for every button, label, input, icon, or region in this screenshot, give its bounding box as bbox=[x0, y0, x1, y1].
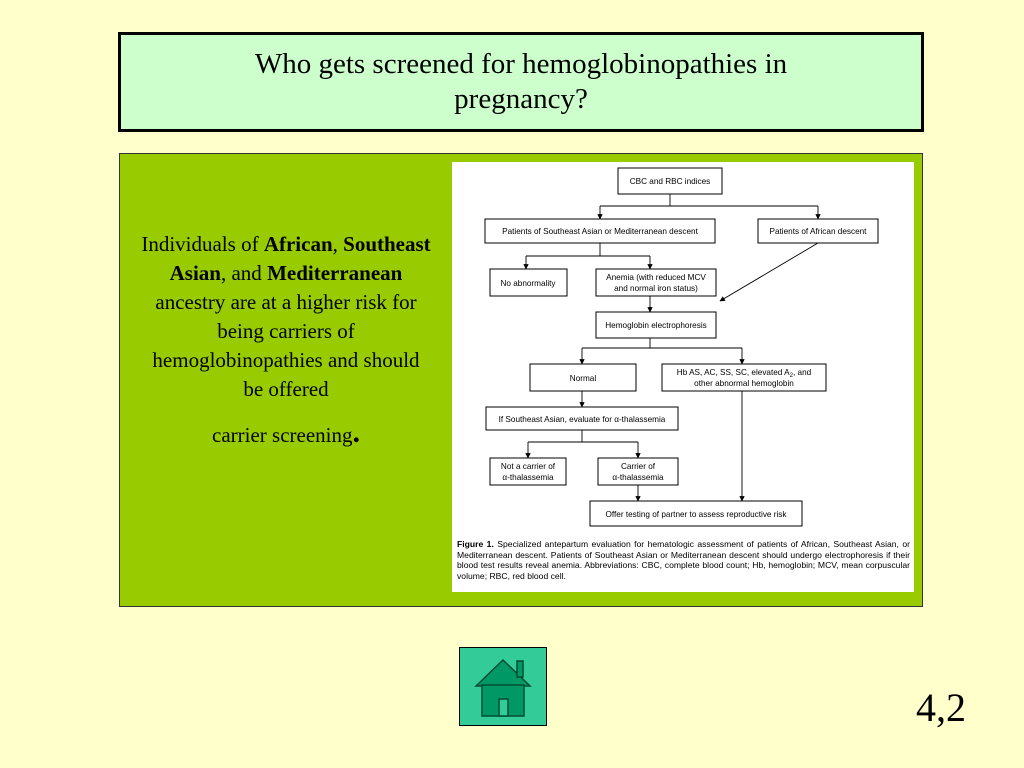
flowchart bbox=[452, 162, 914, 537]
node-sea-med-label: Patients of Southeast Asian or Mediterranean descent bbox=[502, 227, 698, 236]
hb-line1-end: , and bbox=[793, 368, 812, 377]
hb-line1-subscript: 2 bbox=[789, 373, 793, 379]
house-icon bbox=[460, 648, 546, 725]
slide-title-box bbox=[118, 32, 924, 132]
body-text-3: , and bbox=[220, 261, 268, 285]
slide-title: Who gets screened for hemoglobinopathies in pregnancy? bbox=[254, 48, 788, 115]
content-panel bbox=[119, 153, 923, 607]
body-text-1: Individuals of bbox=[141, 232, 264, 256]
node-anemia-line1: Anemia (with reduced MCV bbox=[606, 273, 706, 282]
node-carrier-line1: Carrier of bbox=[620, 462, 656, 471]
node-abnormal-hb-line2: other abnormal hemoglobin bbox=[694, 379, 794, 388]
node-offer-testing bbox=[590, 501, 802, 526]
body-text-4: ancestry are at a higher risk for being carriers of hemoglobinopathies and should be offered bbox=[152, 290, 420, 401]
body-text bbox=[140, 230, 432, 450]
node-anemia-line2: and normal iron status) bbox=[614, 284, 698, 293]
southeast-asian-term: Southeast Asian bbox=[169, 232, 431, 285]
node-abnormal-hb bbox=[662, 364, 826, 391]
node-carrier-line2: α-thalassemia bbox=[612, 473, 664, 482]
hb-line1-text: Hb AS, AC, SS, SC, elevated A bbox=[676, 368, 790, 377]
node-normal-label: Normal bbox=[569, 374, 597, 383]
mediterranean-term: Mediterranean bbox=[267, 261, 403, 285]
node-cbc bbox=[618, 168, 722, 194]
node-normal bbox=[530, 364, 636, 391]
node-carrier bbox=[598, 458, 678, 485]
slide-number: 4,2 bbox=[916, 685, 966, 730]
body-text-period: . bbox=[352, 416, 360, 449]
body-text-2: , bbox=[332, 232, 344, 256]
node-no-abnormality bbox=[490, 269, 567, 296]
node-not-carrier-line2: α-thalassemia bbox=[502, 473, 554, 482]
node-electrophoresis bbox=[596, 312, 716, 338]
node-no-abnormality-label: No abnormality bbox=[500, 279, 556, 288]
body-text-last-line bbox=[140, 418, 432, 450]
figure-caption bbox=[457, 539, 910, 581]
node-cbc-label: CBC and RBC indices bbox=[629, 177, 711, 186]
african-term: African bbox=[263, 232, 333, 256]
caption-text: Specialized antepartum evaluation for hematologic assessment of patients of African, Southeast Asian, or Mediterranean descent. Patients of Southeast Asian or Mediterranean descent should undergo electrophoresis if their blood test results reveal anemia. Abbreviations: CBC, complete blood count; Hb, hemoglobin; MCV, mean corpuscular volume; RBC, red blood cell. bbox=[457, 539, 910, 581]
node-not-carrier bbox=[490, 458, 566, 485]
node-if-southeast-asian-label: If Southeast Asian, evaluate for α-thalassemia bbox=[498, 415, 666, 424]
node-african bbox=[758, 219, 878, 243]
flowchart-figure bbox=[452, 162, 914, 592]
node-african-label: Patients of African descent bbox=[769, 227, 867, 236]
node-sea-med bbox=[485, 219, 715, 243]
node-electrophoresis-label: Hemoglobin electrophoresis bbox=[605, 321, 707, 330]
caption-label: Figure 1. bbox=[457, 539, 494, 549]
node-anemia bbox=[596, 269, 716, 296]
home-button[interactable] bbox=[459, 647, 547, 726]
node-if-southeast-asian bbox=[486, 407, 678, 430]
body-text-5: carrier screening bbox=[212, 423, 353, 447]
node-offer-testing-label: Offer testing of partner to assess reproductive risk bbox=[605, 510, 787, 519]
node-not-carrier-line1: Not a carrier of bbox=[500, 462, 556, 471]
